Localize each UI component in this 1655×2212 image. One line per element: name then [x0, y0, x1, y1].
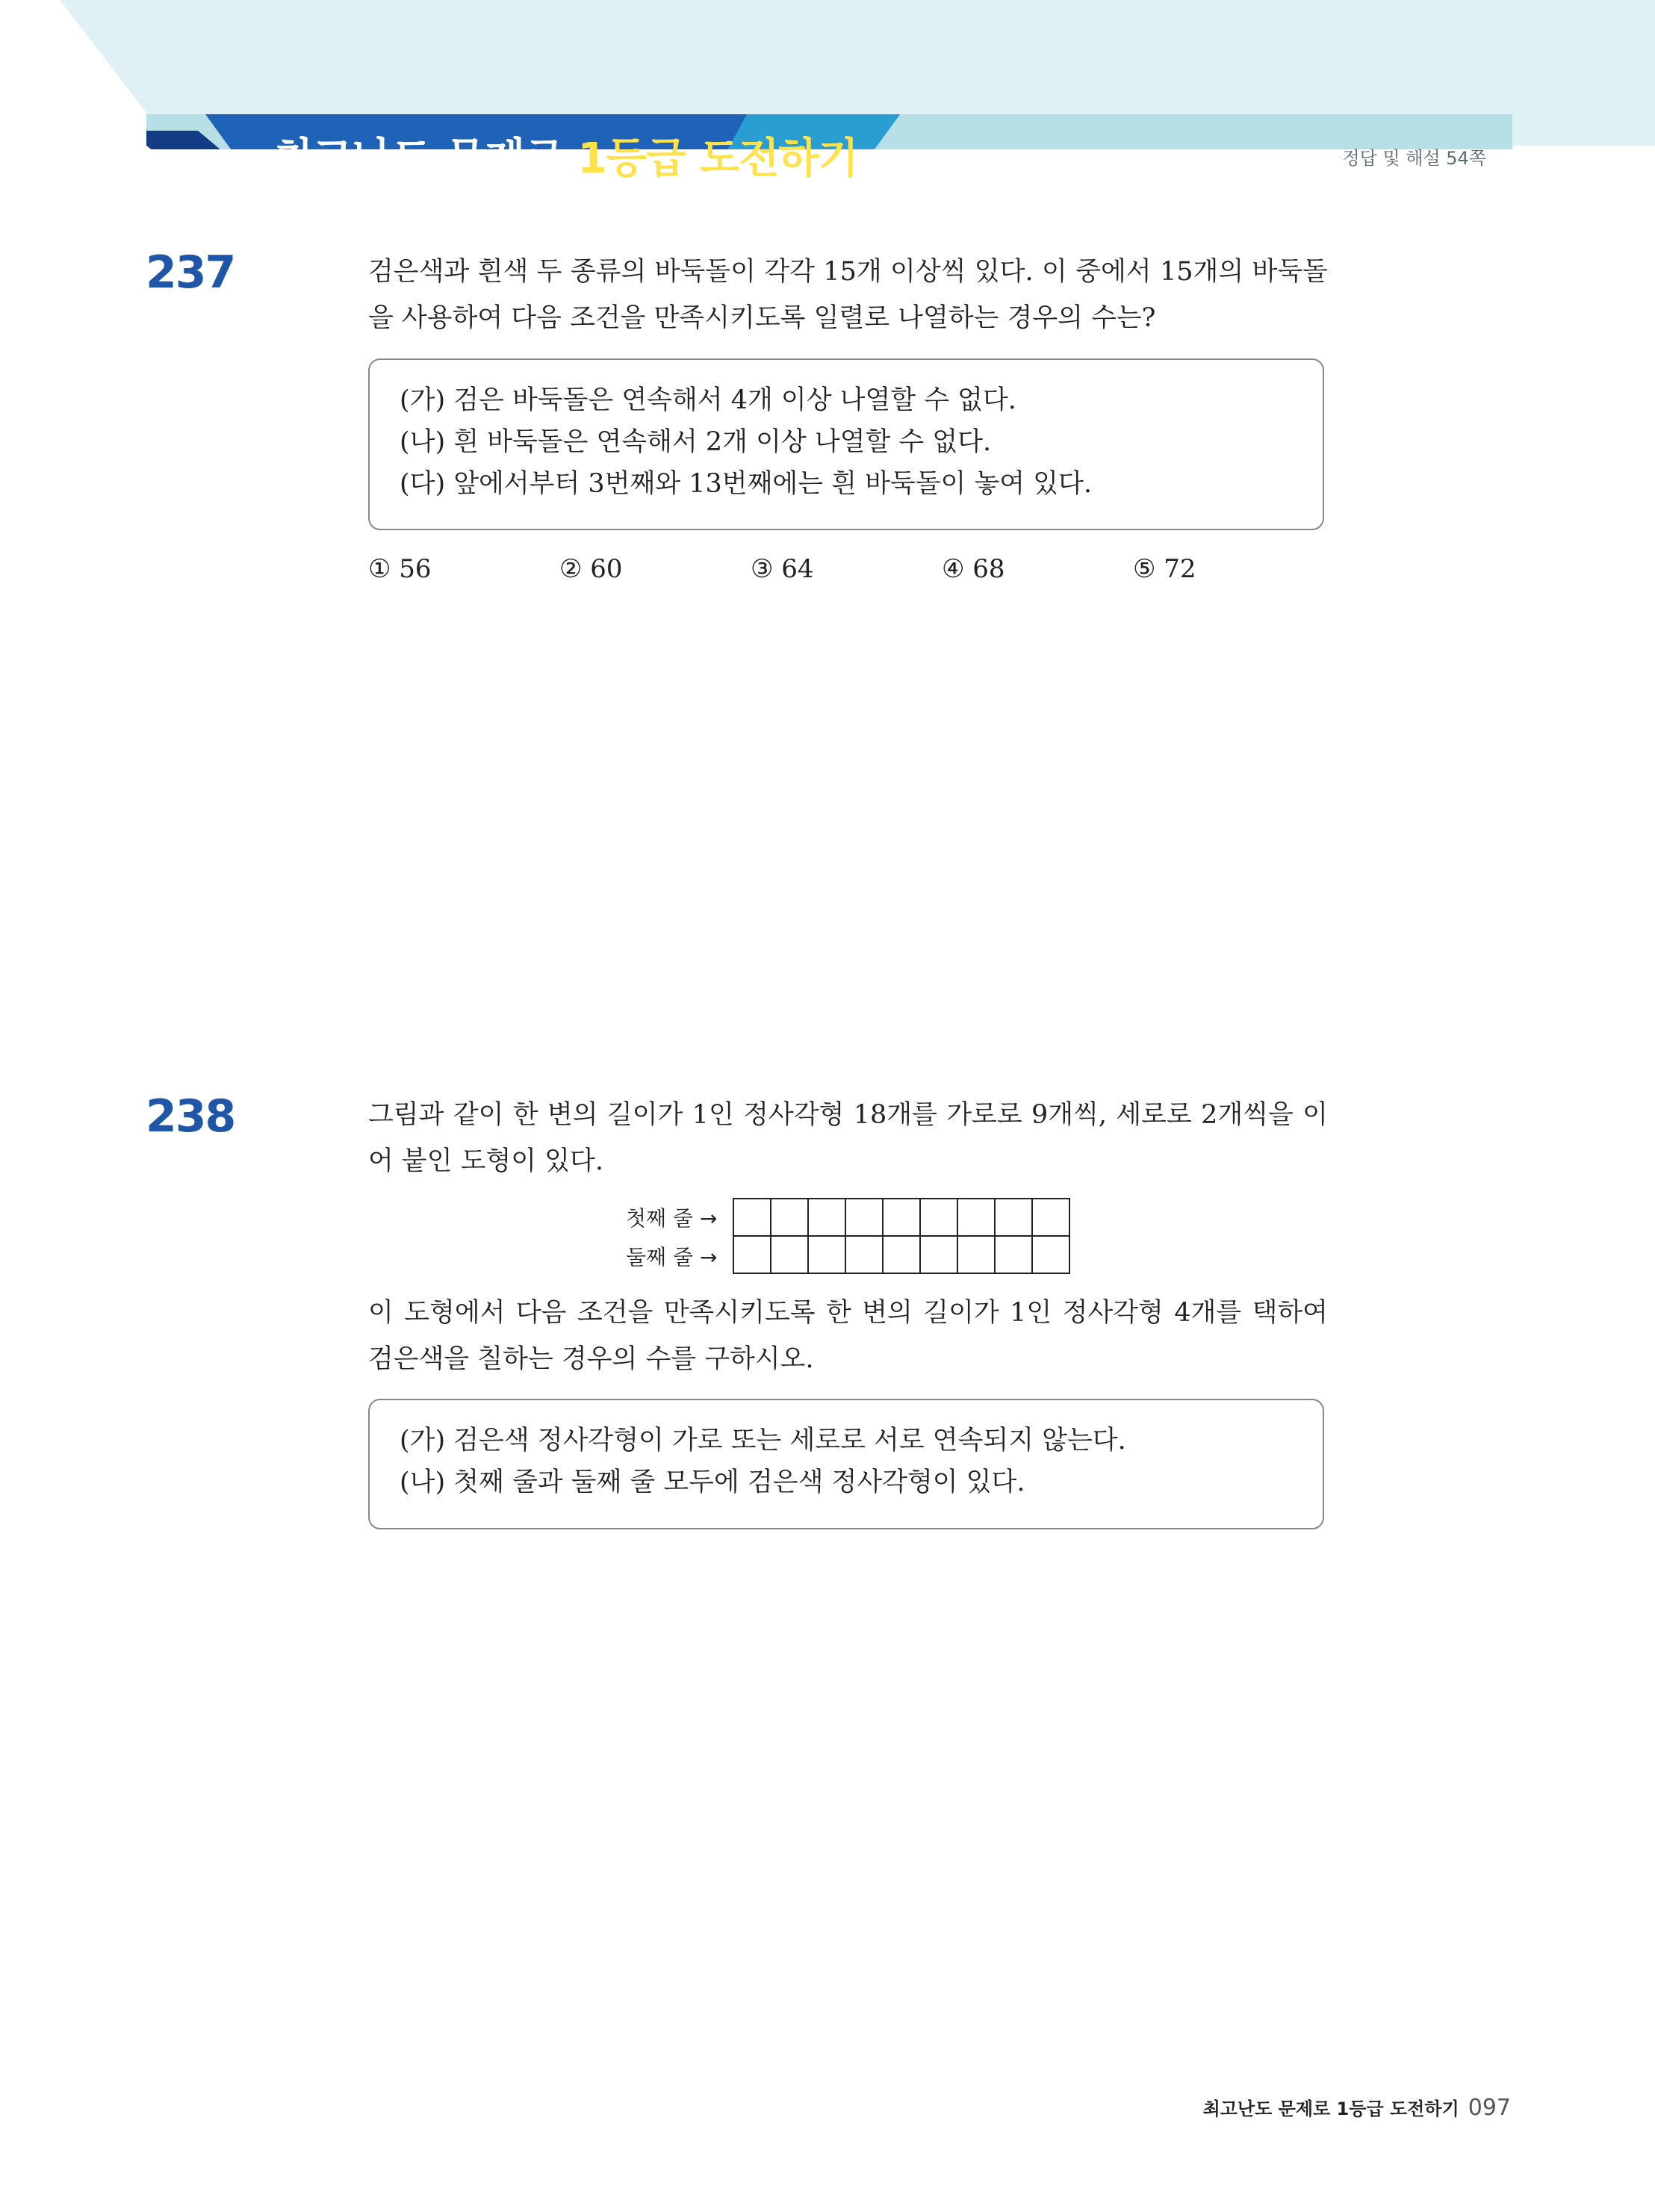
- grid-cell: [958, 1199, 996, 1237]
- grid-cell: [1033, 1237, 1070, 1274]
- problem-238-text: 그림과 같이 한 변의 길이가 1인 정사각형 18개를 가로로 9개씩, 세로로 2개씩을 이어 붙인 도형이 있다.: [368, 1100, 1328, 1176]
- answer-reference: 정답 및 해설 54쪽: [1342, 148, 1486, 169]
- choice-2: ② 60: [559, 554, 623, 584]
- grid-cell: [809, 1199, 846, 1237]
- grid-cell: [771, 1237, 809, 1274]
- condition: (나) 첫째 줄과 둘째 줄 모두에 검은색 정사각형이 있다.: [400, 1467, 1025, 1497]
- grid-cell: [734, 1199, 771, 1237]
- row-label-first: 첫째 줄 →: [626, 1206, 718, 1231]
- grid-cell: [958, 1237, 996, 1274]
- problem-number-238: 238: [146, 1090, 235, 1143]
- grid-cell: [846, 1237, 884, 1274]
- footer-title: 최고난도 문제로 1등급 도전하기: [1202, 2098, 1459, 2119]
- problem-number-237: 237: [146, 246, 235, 299]
- grid-cell: [809, 1237, 846, 1274]
- square-grid-figure: [733, 1198, 1070, 1274]
- grid-cell: [884, 1237, 921, 1274]
- condition: (다) 앞에서부터 3번째와 13번째에는 흰 바둑돌이 놓여 있다.: [400, 469, 1092, 499]
- condition: (가) 검은색 정사각형이 가로 또는 세로로 서로 연속되지 않는다.: [400, 1426, 1126, 1455]
- problem-237-conditions-box: [368, 358, 1324, 530]
- choice-3: ③ 64: [751, 554, 814, 584]
- problem-238-conditions-box: [368, 1399, 1324, 1529]
- row-label-second: 둘째 줄 →: [626, 1245, 718, 1270]
- page-footer: [1203, 2094, 1511, 2121]
- grid-cell: [921, 1199, 958, 1237]
- choice-1: ① 56: [368, 554, 432, 584]
- problem-237-text: 검은색과 흰색 두 종류의 바둑돌이 각각 15개 이상씩 있다. 이 중에서 15개의 바둑돌을 사용하여 다음 조건을 만족시키도록 일렬로 나열하는 경우의 수는?: [368, 257, 1328, 333]
- condition: (가) 검은 바둑돌은 연속해서 4개 이상 나열할 수 없다.: [400, 385, 1016, 415]
- grid-cell: [771, 1199, 809, 1237]
- grid-cell: [996, 1237, 1033, 1274]
- choice-5: ⑤ 72: [1133, 554, 1196, 584]
- choice-4: ④ 68: [942, 554, 1005, 584]
- problem-238-text-2: 이 도형에서 다음 조건을 만족시키도록 한 변의 길이가 1인 정사각형 4개를 택하여 검은색을 칠하는 경우의 수를 구하시오.: [368, 1298, 1328, 1374]
- grid-cell: [1033, 1199, 1070, 1237]
- grid-cell: [884, 1199, 921, 1237]
- grid-cell: [734, 1237, 771, 1274]
- grid-cell: [846, 1199, 884, 1237]
- page-title: 최고난도 문제로 1등급 도전하기: [273, 134, 858, 183]
- page-number: 097: [1468, 2095, 1511, 2121]
- grid-cell: [921, 1237, 958, 1274]
- condition: (나) 흰 바둑돌은 연속해서 2개 이상 나열할 수 없다.: [400, 427, 992, 457]
- grid-cell: [996, 1199, 1033, 1237]
